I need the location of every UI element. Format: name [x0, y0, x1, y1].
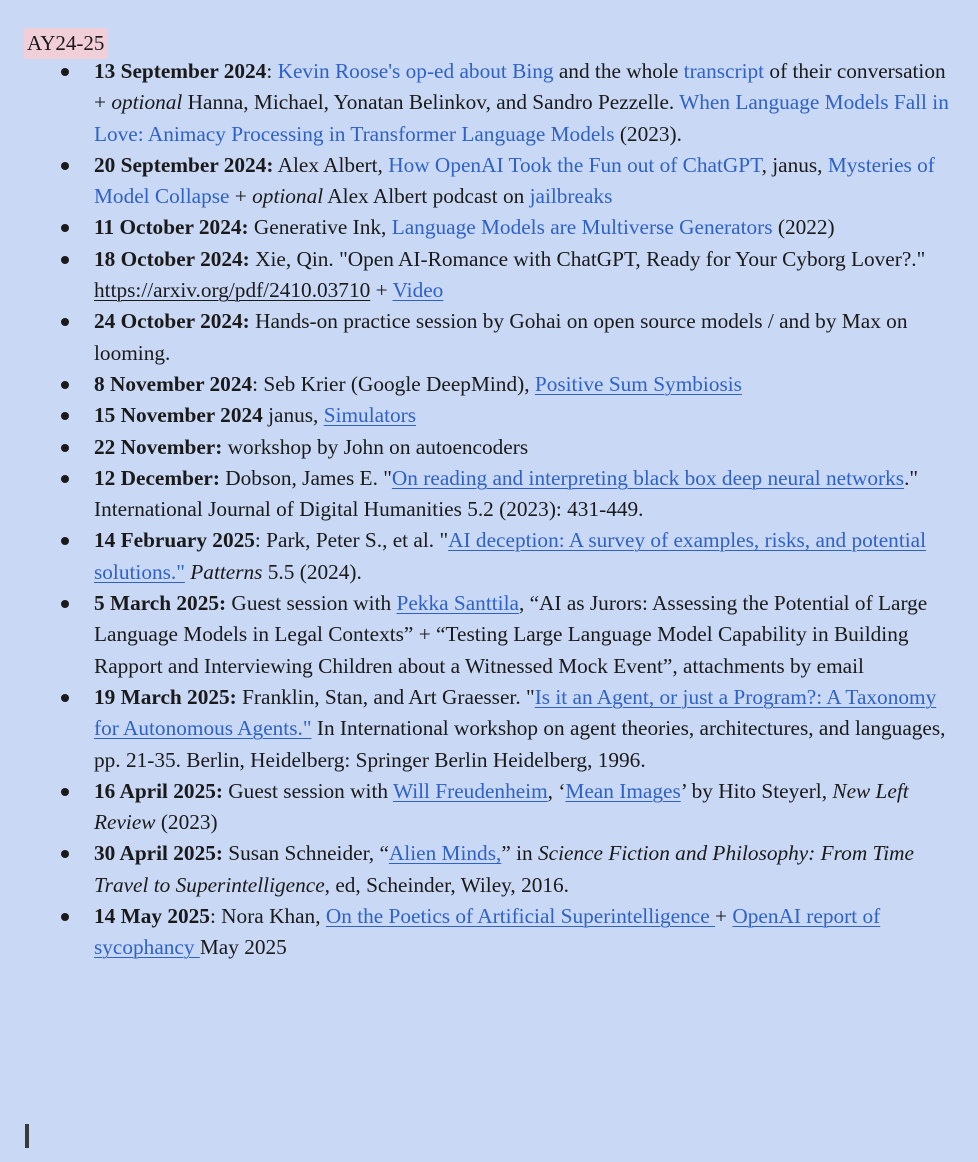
- item-date: 5 March 2025:: [94, 591, 227, 616]
- list-item: [94, 432, 954, 463]
- item-text: (2023).: [614, 121, 682, 146]
- item-text: : Park, Peter S., et al. ": [254, 528, 449, 553]
- link-simulators[interactable]: Simulators: [323, 403, 417, 428]
- item-text: , ed, Scheinder, Wiley, 2016.: [324, 872, 570, 897]
- link-ai-deception[interactable]: AI deception: A survey of examples, risks, and potential solutions.": [94, 528, 927, 584]
- list-item: [94, 838, 954, 901]
- link-sycophancy-report[interactable]: OpenAI report of sycophancy: [94, 904, 881, 960]
- item-text: Dobson, James E. ": [219, 465, 392, 490]
- item-text: , “AI as Jurors: Assessing the Potential of Large Language Models in Legal Contexts” + “Testing Large Language Model Capability in Building Rapport and Interviewing Children about a Witnessed Mock Event”, attachments by email: [94, 591, 928, 678]
- item-text: and the whole: [553, 59, 684, 83]
- link-poetics-asi[interactable]: On the Poetics of Artificial Superintelligence: [325, 904, 716, 929]
- item-text: ” in: [501, 841, 538, 866]
- list-item: [94, 682, 954, 776]
- link-pekka-santtila[interactable]: Pekka Santtila: [396, 591, 519, 616]
- item-text: (2023): [155, 810, 218, 835]
- item-text: Guest session with: [222, 778, 393, 803]
- list-item: [94, 588, 954, 682]
- item-date: 16 April 2025:: [94, 778, 223, 803]
- item-text: : Nora Khan,: [209, 904, 326, 929]
- item-date: 13 September 2024: [94, 59, 267, 83]
- list-item: [94, 212, 954, 243]
- link-arxiv[interactable]: https://arxiv.org/pdf/2410.03710: [94, 278, 371, 303]
- item-date: 14 February 2025: [94, 528, 255, 553]
- item-date: 14 May 2025: [94, 904, 210, 929]
- link-roose-oped[interactable]: Kevin Roose's op-ed about Bing: [277, 59, 554, 83]
- list-item: [94, 306, 954, 369]
- item-text: Guest session with: [226, 591, 397, 616]
- link-multiverse[interactable]: Language Models are Multiverse Generators: [391, 215, 773, 240]
- item-date: 8 November 2024: [94, 371, 253, 396]
- item-text: janus,: [262, 403, 324, 428]
- item-date: 18 October 2024:: [94, 246, 250, 271]
- item-text: , ‘: [547, 778, 566, 803]
- item-text: 5.5 (2024).: [262, 559, 362, 584]
- item-date: 11 October 2024:: [94, 215, 249, 240]
- link-transcript[interactable]: transcript: [683, 59, 765, 83]
- link-black-box[interactable]: On reading and interpreting black box deep neural networks: [391, 465, 905, 490]
- item-date: 22 November:: [94, 434, 223, 459]
- item-text: , janus,: [761, 152, 828, 177]
- item-date: 24 October 2024:: [94, 309, 250, 334]
- item-text: Generative Ink,: [248, 215, 392, 240]
- link-positive-sum[interactable]: Positive Sum Symbiosis: [534, 371, 742, 396]
- link-will-freudenheim[interactable]: Will Freudenheim: [392, 778, 548, 803]
- link-agent-taxonomy[interactable]: Is it an Agent, or just a Program?: A Taxonomy for Autonomous Agents.": [94, 684, 937, 741]
- link-model-collapse[interactable]: Mysteries of Model Collapse: [94, 152, 935, 209]
- list-item: [94, 776, 954, 839]
- item-date: 20 September 2024:: [94, 152, 274, 177]
- item-text: Hands-on practice session by Gohai on open source models / and by Max on looming.: [94, 309, 908, 365]
- item-text: May 2025: [199, 935, 287, 960]
- item-text: of their conversation +: [94, 59, 946, 115]
- link-alien-minds[interactable]: Alien Minds,: [388, 841, 502, 866]
- item-italic: Patterns: [190, 559, 263, 584]
- section-heading: AY24-25: [24, 28, 108, 59]
- item-text: Hanna, Michael, Yonatan Belinkov, and Sandro Pezzelle.: [182, 90, 680, 115]
- item-text: : Seb Krier (Google DeepMind),: [252, 371, 535, 396]
- list-item: [94, 56, 954, 150]
- item-text: ’ by Hito Steyerl,: [680, 778, 833, 803]
- item-text: Alex Albert,: [273, 152, 389, 177]
- schedule-list: [94, 56, 954, 964]
- item-text: Xie, Qin. "Open AI-Romance with ChatGPT, Ready for Your Cyborg Lover?.": [249, 246, 926, 271]
- item-text: +: [229, 184, 253, 209]
- link-video[interactable]: Video: [392, 278, 444, 303]
- item-text: In International workshop on agent theories, architectures, and languages, pp. 21-35. Berlin, Heidelberg: Springer Berlin Heidelberg, 1996.: [94, 716, 946, 772]
- item-date: 19 March 2025:: [94, 684, 237, 709]
- list-item: [94, 150, 954, 213]
- item-text: workshop by John on autoencoders: [222, 434, 529, 459]
- list-item: [94, 244, 954, 307]
- item-date: 12 December:: [94, 465, 220, 490]
- item-text: Alex Albert podcast on: [323, 184, 530, 209]
- item-text: ." International Journal of Digital Humanities 5.2 (2023): 431-449.: [94, 465, 919, 522]
- item-italic: optional: [111, 90, 183, 115]
- item-text: :: [266, 59, 278, 83]
- link-openai-fun[interactable]: How OpenAI Took the Fun out of ChatGPT: [388, 152, 762, 177]
- item-text: (2022): [772, 215, 835, 240]
- item-text: +: [715, 904, 733, 929]
- list-item: [94, 525, 954, 588]
- list-item: [94, 901, 954, 964]
- list-item: [94, 369, 954, 400]
- item-date: 30 April 2025:: [94, 841, 223, 866]
- link-mean-images[interactable]: Mean Images: [565, 778, 681, 803]
- item-text: Susan Schneider, “: [222, 841, 389, 866]
- list-item: [94, 400, 954, 431]
- item-text: Franklin, Stan, and Art Graesser. ": [236, 684, 535, 709]
- item-italic: New Left Review: [94, 778, 909, 835]
- list-item: [94, 463, 954, 526]
- text-cursor: [25, 1124, 29, 1148]
- item-italic: optional: [252, 184, 324, 209]
- link-jailbreaks[interactable]: jailbreaks: [529, 184, 613, 209]
- item-date: 15 November 2024: [94, 403, 263, 428]
- link-animacy-paper[interactable]: When Language Models Fall in Love: Animacy Processing in Transformer Language Models: [94, 90, 949, 146]
- item-text: +: [370, 278, 393, 303]
- item-italic: Science Fiction and Philosophy: From Time Travel to Superintelligence: [94, 841, 914, 897]
